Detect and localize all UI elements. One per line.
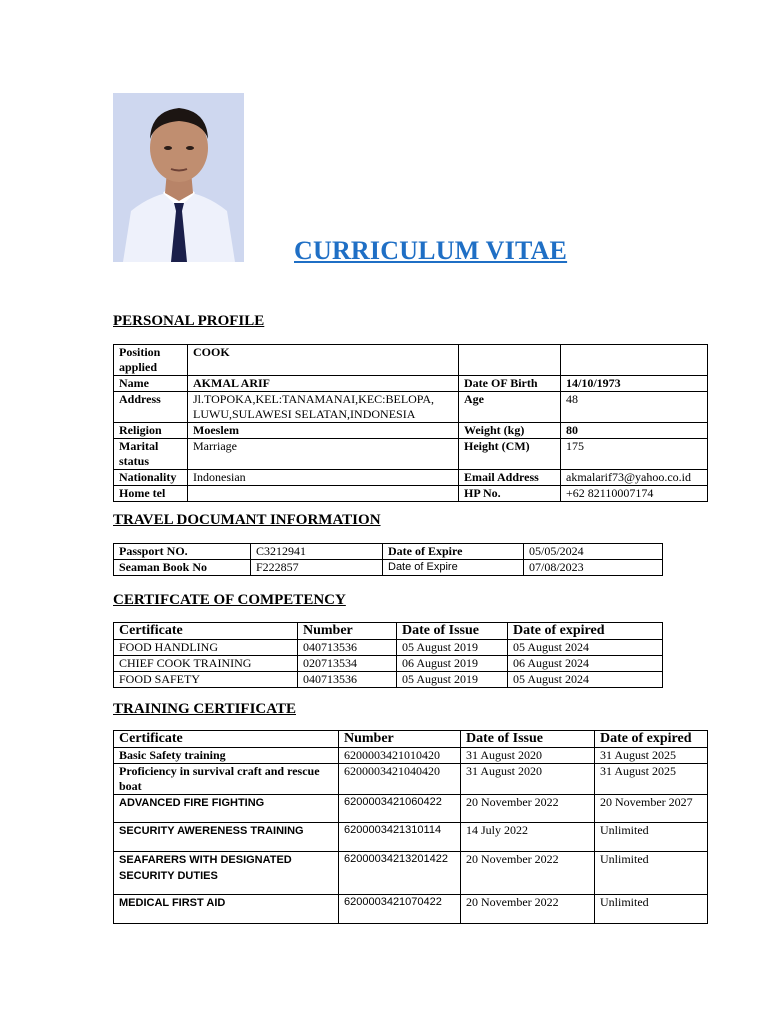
table-cell: 6200003421070422 <box>339 895 461 924</box>
table-cell: Proficiency in survival craft and rescue boat <box>114 764 339 795</box>
religion-label: Religion <box>114 423 188 439</box>
table-cell: 6200003421060422 <box>339 795 461 823</box>
table-row <box>114 640 663 656</box>
table-row <box>114 795 708 823</box>
table-cell: 6200003421310114 <box>339 823 461 852</box>
seaman-book-label: Seaman Book No <box>114 560 251 576</box>
section-heading-training: TRAINING CERTIFICATE <box>113 701 296 717</box>
seaman-book-value: F222857 <box>251 560 383 576</box>
table-cell: 040713536 <box>298 672 397 688</box>
table-cell: Basic Safety training <box>114 748 339 764</box>
table-cell: Unlimited <box>595 823 708 852</box>
column-header: Date of expired <box>595 731 708 748</box>
dob-value: 14/10/1973 <box>561 376 708 392</box>
table-row <box>114 852 708 895</box>
table-cell: CHIEF COOK TRAINING <box>114 656 298 672</box>
column-header: Certificate <box>114 731 339 748</box>
table-row <box>114 895 708 924</box>
column-header: Date of Issue <box>461 731 595 748</box>
dob-label: Date OF Birth <box>459 376 561 392</box>
weight-value: 80 <box>561 423 708 439</box>
table-cell: 31 August 2025 <box>595 764 708 795</box>
table-cell: 14 July 2022 <box>461 823 595 852</box>
table-row <box>114 486 708 502</box>
email-value: akmalarif73@yahoo.co.id <box>561 470 708 486</box>
name-label: Name <box>114 376 188 392</box>
table-row <box>114 560 663 576</box>
table-cell: 06 August 2019 <box>397 656 508 672</box>
table-cell: 20 November 2022 <box>461 852 595 895</box>
passport-value: C3212941 <box>251 544 383 560</box>
table-row <box>114 764 708 795</box>
table-cell: 31 August 2025 <box>595 748 708 764</box>
nationality-value: Indonesian <box>188 470 459 486</box>
table-row <box>114 544 663 560</box>
page-title: CURRICULUM VITAE <box>294 236 568 265</box>
marital-value: Marriage <box>188 439 459 470</box>
table-cell: 6200003421010420 <box>339 748 461 764</box>
table-cell: FOOD SAFETY <box>114 672 298 688</box>
table-cell: Unlimited <box>595 895 708 924</box>
table-cell: 05 August 2019 <box>397 640 508 656</box>
training-table <box>113 730 708 924</box>
table-cell: 06 August 2024 <box>508 656 663 672</box>
passport-expire-label: Date of Expire <box>383 544 524 560</box>
marital-label: Marital status <box>114 439 188 470</box>
table-cell: FOOD HANDLING <box>114 640 298 656</box>
table-row <box>114 423 708 439</box>
column-header: Number <box>339 731 461 748</box>
email-label: Email Address <box>459 470 561 486</box>
table-cell: Unlimited <box>595 852 708 895</box>
table-cell: 05 August 2024 <box>508 640 663 656</box>
passport-expire-value: 05/05/2024 <box>524 544 663 560</box>
table-header-row <box>114 623 663 640</box>
height-label: Height (CM) <box>459 439 561 470</box>
seaman-book-expire-value: 07/08/2023 <box>524 560 663 576</box>
travel-document-table <box>113 543 663 576</box>
address-label: Address <box>114 392 188 423</box>
age-value: 48 <box>561 392 708 423</box>
table-cell: 020713534 <box>298 656 397 672</box>
table-cell: 6200003421040420 <box>339 764 461 795</box>
competency-table <box>113 622 663 688</box>
religion-value: Moeslem <box>188 423 459 439</box>
column-header: Number <box>298 623 397 640</box>
name-value: AKMAL ARIF <box>188 376 459 392</box>
section-heading-competency: CERTIFCATE OF COMPETENCY <box>113 592 346 608</box>
table-cell: 31 August 2020 <box>461 748 595 764</box>
table-cell: MEDICAL FIRST AID <box>114 895 339 924</box>
age-label: Age <box>459 392 561 423</box>
hp-value: +62 82110007174 <box>561 486 708 502</box>
table-cell: SEAFARERS WITH DESIGNATED SECURITY DUTIES <box>114 852 339 895</box>
table-cell: ADVANCED FIRE FIGHTING <box>114 795 339 823</box>
table-row <box>114 345 708 376</box>
height-value: 175 <box>561 439 708 470</box>
address-value: Jl.TOPOKA,KEL:TANAMANAI,KEC:BELOPA, LUWU,SULAWESI SELATAN,INDONESIA <box>188 392 459 423</box>
table-cell: 20 November 2027 <box>595 795 708 823</box>
column-header: Date of expired <box>508 623 663 640</box>
table-row <box>114 392 708 423</box>
weight-label: Weight (kg) <box>459 423 561 439</box>
profile-photo <box>113 93 244 262</box>
hometel-label: Home tel <box>114 486 188 502</box>
table-cell: 62000034213201422 <box>339 852 461 895</box>
table-row <box>114 439 708 470</box>
table-cell: 20 November 2022 <box>461 795 595 823</box>
table-cell: 31 August 2020 <box>461 764 595 795</box>
table-row <box>114 656 663 672</box>
table-cell: 040713536 <box>298 640 397 656</box>
table-row <box>114 748 708 764</box>
personal-profile-table <box>113 344 708 502</box>
section-heading-personal: PERSONAL PROFILE <box>113 313 265 329</box>
section-heading-travel: TRAVEL DOCUMANT INFORMATION <box>113 512 381 528</box>
table-row <box>114 672 663 688</box>
nationality-label: Nationality <box>114 470 188 486</box>
table-row <box>114 823 708 852</box>
table-cell: 05 August 2019 <box>397 672 508 688</box>
table-header-row <box>114 731 708 748</box>
seaman-book-expire-label: Date of Expire <box>383 560 524 576</box>
table-cell: SECURITY AWERENESS TRAINING <box>114 823 339 852</box>
table-row <box>114 470 708 486</box>
column-header: Date of Issue <box>397 623 508 640</box>
position-label: Position applied <box>114 345 188 376</box>
table-row <box>114 376 708 392</box>
column-header: Certificate <box>114 623 298 640</box>
hp-label: HP No. <box>459 486 561 502</box>
table-cell: 20 November 2022 <box>461 895 595 924</box>
position-value: COOK <box>188 345 459 376</box>
table-cell: 05 August 2024 <box>508 672 663 688</box>
passport-label: Passport NO. <box>114 544 251 560</box>
hometel-value <box>188 486 459 502</box>
